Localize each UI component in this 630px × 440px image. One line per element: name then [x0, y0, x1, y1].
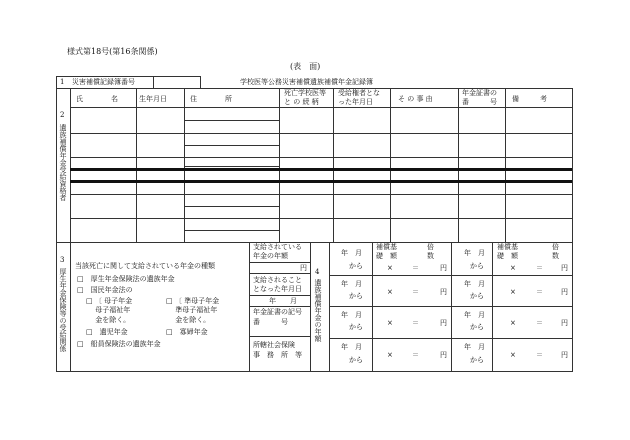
- calc-r4-left-eq: ＝: [412, 351, 419, 359]
- col-cert-l1: 年金証書の: [462, 89, 497, 97]
- calc-r3-right-from: から: [470, 323, 484, 331]
- calc-r2-left-eq: ＝: [412, 288, 419, 296]
- calc-r4-right-from: から: [470, 356, 484, 364]
- sec3-label: 厚生年金保険等の受給関係: [59, 268, 67, 352]
- sec1-num: 1: [60, 78, 65, 86]
- col-address: 住 所: [190, 95, 232, 103]
- pension-item-2: □ 国民年金法の: [77, 286, 133, 294]
- pension-item-3b-l1: □ 〔 準母子年金: [166, 297, 220, 305]
- form-id: 様式第18号(第16条関係): [67, 47, 158, 56]
- start-date-l2: となった年月日: [253, 285, 302, 293]
- calc-r1-left-base-l2: 礎 額: [376, 252, 397, 260]
- office-l1: 所轄社会保険: [253, 341, 295, 349]
- col-became-l2: った年月日: [338, 98, 373, 106]
- side-label: (表 面): [290, 62, 321, 71]
- col-birth: 生年月日: [139, 95, 167, 103]
- calc-r3-left-times: ×: [387, 319, 393, 327]
- sec1-label: 災害補償記録簿番号: [72, 78, 135, 86]
- sec4-num: 4: [315, 268, 320, 276]
- calc-r4-left-yen: 円: [440, 351, 447, 359]
- pension-item-4b: □ 寡婦年金: [166, 328, 208, 336]
- calc-r4-left-from: から: [349, 356, 363, 364]
- calc-r2-right-ym: 年 月: [464, 280, 485, 288]
- calc-r3-right-yen: 円: [561, 319, 568, 327]
- calc-r1-right-eq: ＝: [536, 264, 543, 272]
- pension-item-1: □ 厚生年金保険法の遺族年金: [77, 275, 175, 283]
- col-relation-l1: 死亡学校医等: [284, 89, 326, 97]
- col-became-l1: 受給権者とな: [338, 89, 380, 97]
- calc-r1-left-from: から: [349, 262, 363, 270]
- calc-r4-right-ym: 年 月: [464, 343, 485, 351]
- calc-r1-left-rate-l2: 数: [427, 252, 434, 260]
- pension-types-title: 当該死亡に関して支給されている年金の種類: [75, 262, 215, 270]
- calc-r2-right-times: ×: [510, 288, 516, 296]
- calc-r1-right-yen: 円: [561, 264, 568, 272]
- col-relation-l2: と の 続 柄: [284, 98, 319, 106]
- calc-r2-left-times: ×: [387, 288, 393, 296]
- col-reason: そ の 事 由: [398, 95, 433, 103]
- pension-item-3a-l1: □ 〔 母子年金: [86, 297, 133, 305]
- sec3-num: 3: [60, 256, 65, 264]
- calc-r2-right-from: から: [470, 292, 484, 300]
- calc-r4-right-yen: 円: [561, 351, 568, 359]
- calc-r2-left-ym: 年 月: [341, 280, 362, 288]
- sec2-num: 2: [60, 111, 65, 119]
- calc-r3-left-eq: ＝: [412, 319, 419, 327]
- cert-no-l1: 年金証書の記号: [253, 308, 302, 316]
- start-date-ym: 年 月: [269, 297, 297, 305]
- calc-r1-left-times: ×: [387, 264, 393, 272]
- sec2-label: 遺族補償年金受給資格者: [59, 124, 67, 201]
- annual-l1: 支給されている: [253, 243, 302, 251]
- calc-r1-right-base-l2: 礎 額: [497, 252, 518, 260]
- calc-r1-left-base-l1: 補償基: [376, 243, 397, 251]
- calc-r4-left-times: ×: [387, 351, 393, 359]
- pension-item-3a-l2: 母子福祉年: [86, 306, 131, 314]
- pension-item-3b-l2: 準母子福祉年: [166, 306, 218, 314]
- calc-r1-right-rate-l1: 倍: [552, 243, 559, 251]
- calc-r2-left-from: から: [349, 292, 363, 300]
- pension-item-5: □ 船員保険法の遺族年金: [77, 340, 161, 348]
- start-date-l1: 支給されること: [253, 276, 302, 284]
- sec4-label: 遺族補償年金の年額: [314, 279, 322, 342]
- calc-r1-left-eq: ＝: [412, 264, 419, 272]
- calc-r3-left-from: から: [349, 323, 363, 331]
- calc-r3-right-eq: ＝: [536, 319, 543, 327]
- calc-r3-right-ym: 年 月: [464, 311, 485, 319]
- page-title: 学校医等公務災害補償遺族補償年金記録簿: [240, 78, 373, 86]
- col-name: 氏 名: [76, 95, 118, 103]
- office-l2: 事 務 所 等: [253, 351, 302, 359]
- calc-r4-left-ym: 年 月: [341, 343, 362, 351]
- col-cert-l2: 番 号: [462, 98, 497, 106]
- calc-r3-right-times: ×: [510, 319, 516, 327]
- pension-item-3a-l3: 金を除く。: [86, 316, 131, 324]
- calc-r2-right-yen: 円: [561, 288, 568, 296]
- calc-r1-left-yen: 円: [440, 264, 447, 272]
- pension-item-3b-l3: 金を除く。: [166, 316, 211, 324]
- calc-r2-right-eq: ＝: [536, 288, 543, 296]
- calc-r3-left-ym: 年 月: [341, 311, 362, 319]
- annual-l2: 年金の年額: [253, 252, 288, 260]
- calc-r1-right-from: から: [470, 262, 484, 270]
- calc-r1-right-rate-l2: 数: [552, 252, 559, 260]
- calc-r1-right-base-l1: 補償基: [497, 243, 518, 251]
- calc-r2-left-yen: 円: [440, 288, 447, 296]
- calc-r1-right-times: ×: [510, 264, 516, 272]
- calc-r1-right-ym: 年 月: [464, 249, 485, 257]
- calc-r3-left-yen: 円: [440, 319, 447, 327]
- calc-r1-left-ym: 年 月: [341, 249, 362, 257]
- calc-r4-right-times: ×: [510, 351, 516, 359]
- calc-r4-right-eq: ＝: [536, 351, 543, 359]
- calc-r1-left-rate-l1: 倍: [427, 243, 434, 251]
- col-remarks: 備 考: [512, 95, 547, 103]
- cert-no-l2: 番 号: [253, 318, 288, 326]
- annual-yen: 円: [300, 264, 307, 272]
- pension-item-4a: □ 遺児年金: [86, 328, 128, 336]
